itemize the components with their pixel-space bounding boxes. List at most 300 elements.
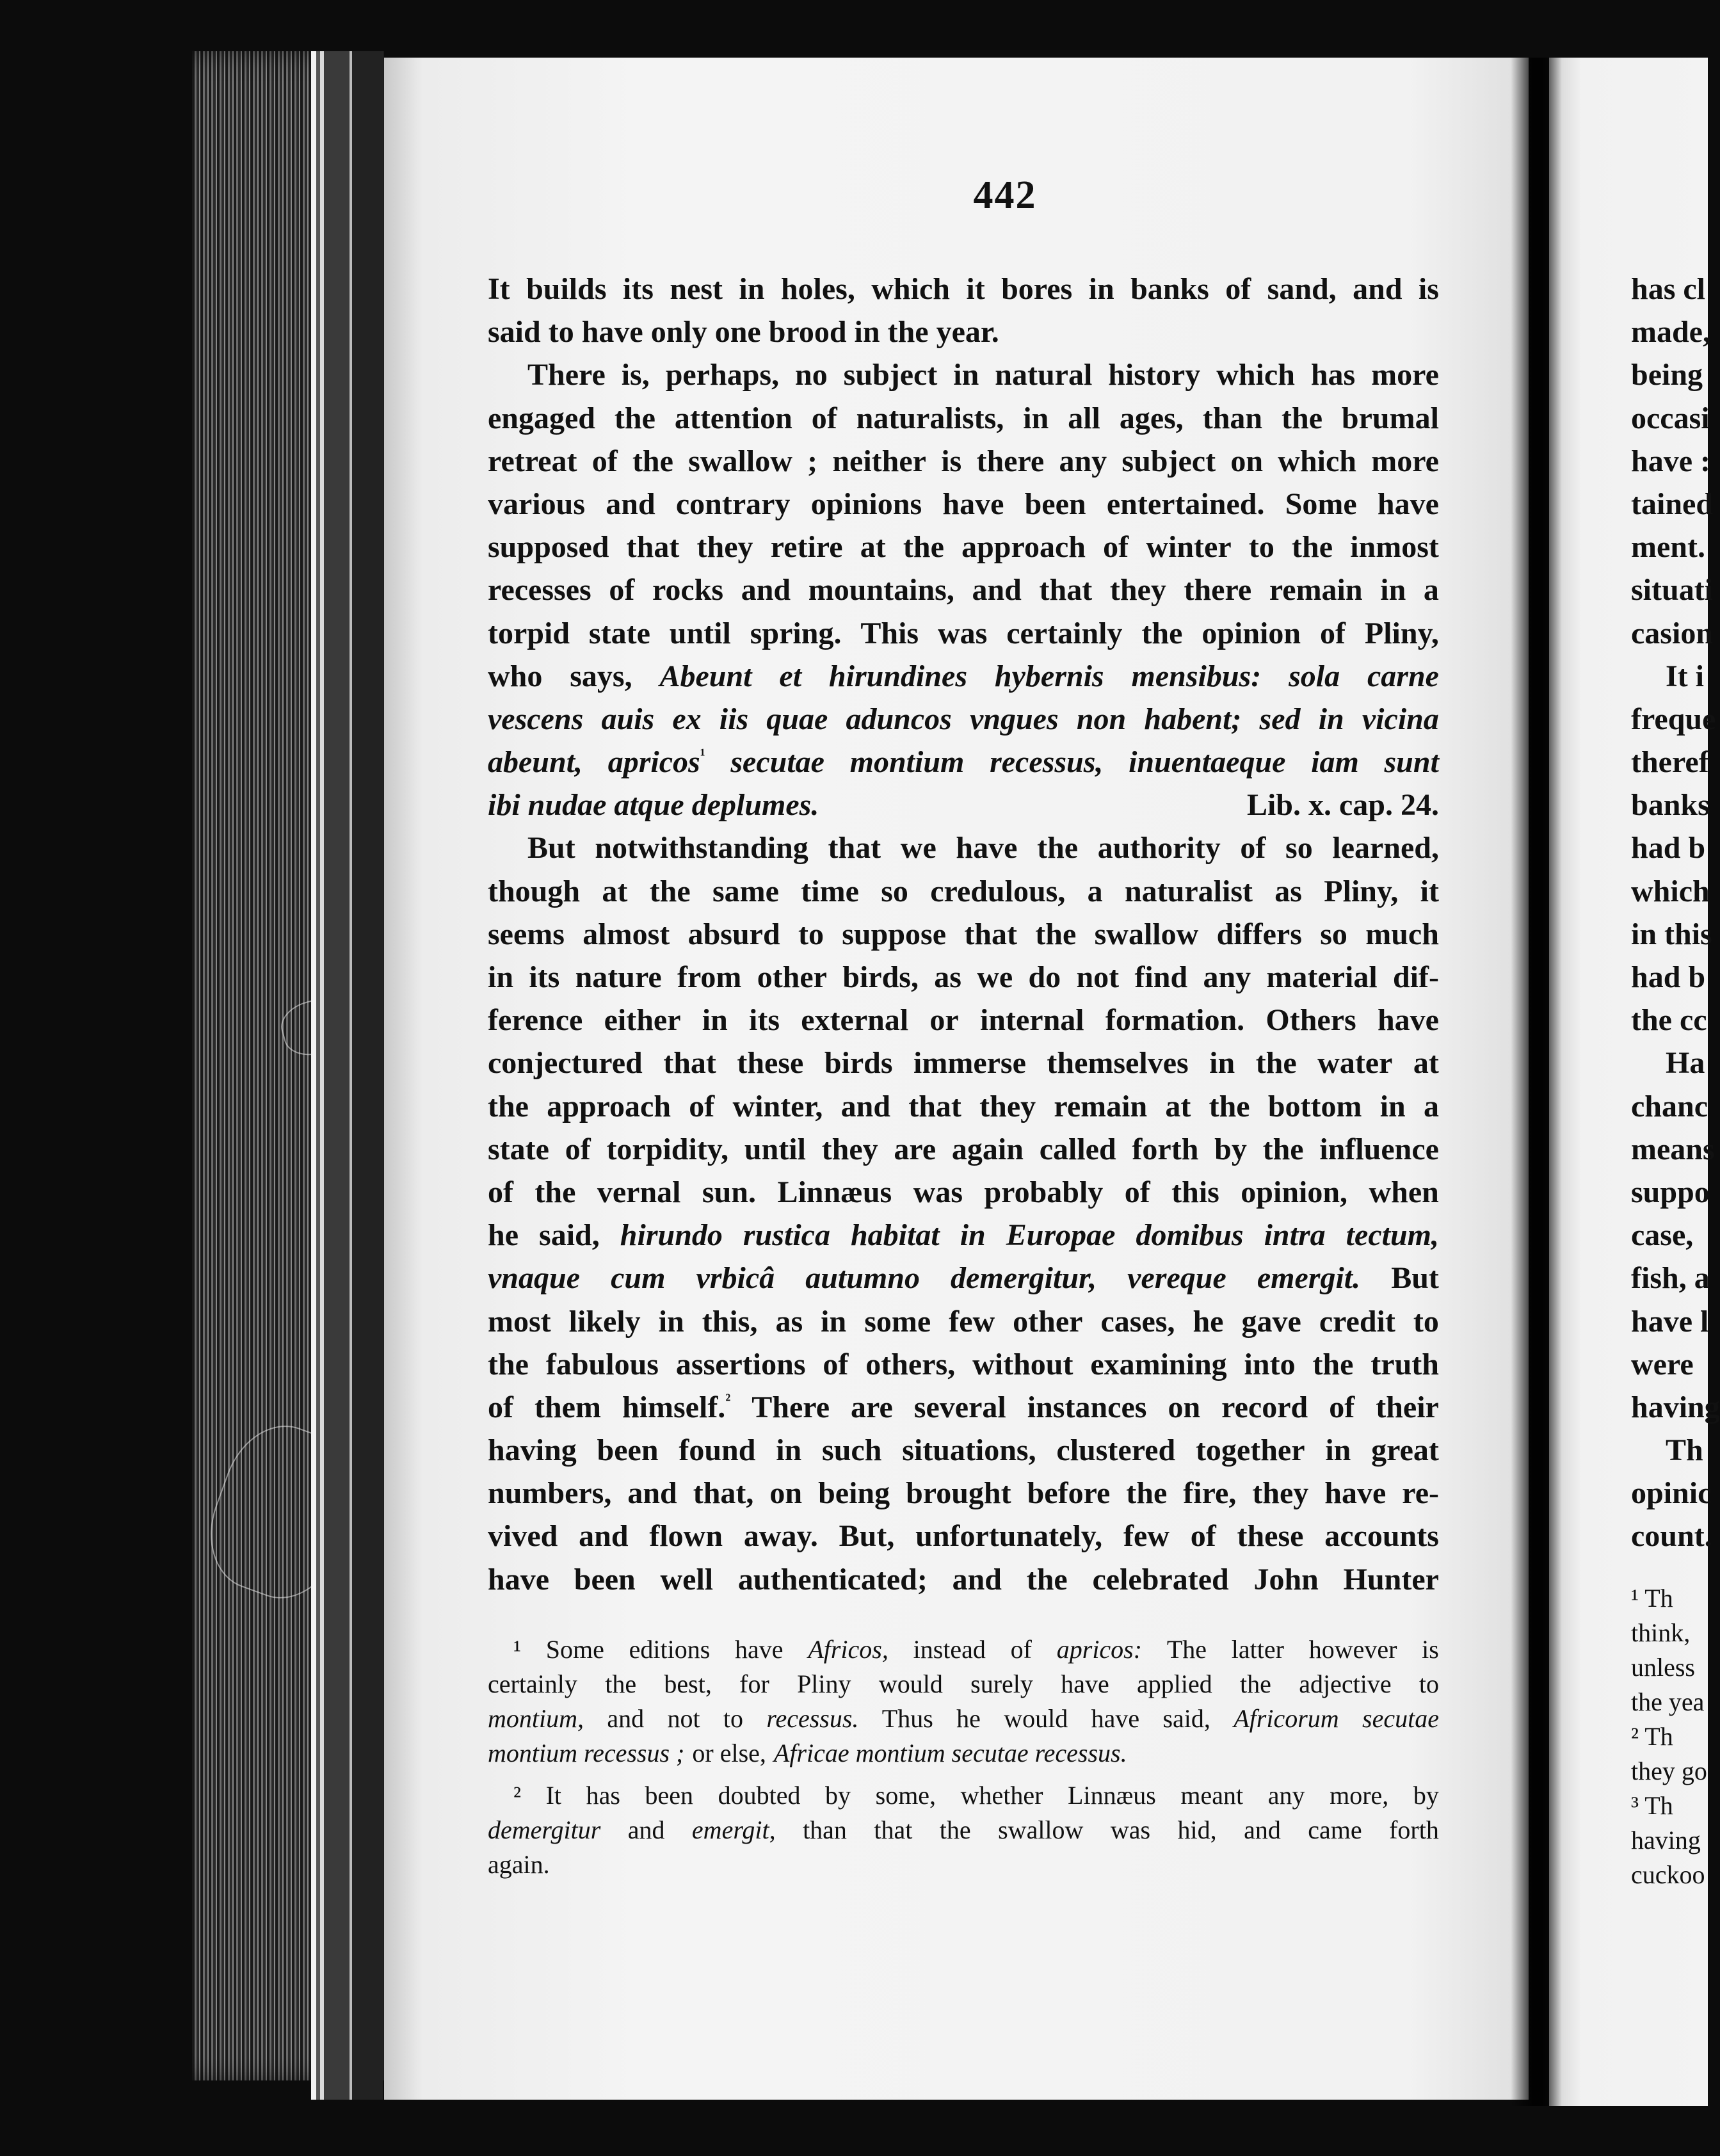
word: being [818, 1476, 890, 1511]
word: But [527, 831, 575, 865]
text-line [488, 268, 1439, 310]
word: in [488, 960, 514, 994]
word: together [1195, 1433, 1305, 1468]
word: supposed [488, 530, 609, 565]
text-line [488, 741, 1439, 784]
word: the [1282, 401, 1322, 435]
right-page-line: Th [1666, 1433, 1703, 1468]
word: doubted [718, 1781, 801, 1810]
word: of [488, 1175, 513, 1209]
text-line [488, 483, 1439, 526]
word: he [1193, 1304, 1224, 1339]
word: that [626, 530, 680, 565]
word: editions [629, 1635, 711, 1664]
word: is [1418, 272, 1439, 306]
word: winter, [732, 1089, 823, 1123]
word: the [605, 1669, 637, 1698]
word: which [1278, 444, 1356, 478]
right-page-footnote-line: ³ Th [1631, 1791, 1673, 1820]
word: of [1319, 616, 1346, 650]
word: It [488, 272, 510, 306]
word: of [823, 1347, 849, 1381]
word: gave [1241, 1304, 1301, 1339]
word: attention [674, 401, 792, 435]
word: mountains, [808, 573, 954, 607]
word: Others [1266, 1003, 1356, 1038]
word: is, [621, 358, 650, 392]
word: several [913, 1390, 1006, 1424]
word: more [1371, 444, 1439, 478]
text-line [488, 999, 1439, 1042]
word: have [1324, 1476, 1386, 1511]
word: in [960, 1218, 986, 1253]
word: auis [601, 702, 655, 736]
word: this, [702, 1304, 758, 1339]
word: numbers, [488, 1476, 612, 1511]
word: was [938, 616, 988, 650]
word: nest [670, 272, 723, 306]
word: other [1013, 1304, 1083, 1339]
word: best, [664, 1669, 712, 1698]
body-text [488, 268, 1439, 1601]
right-page-footnote-line: ² Th [1631, 1722, 1673, 1751]
text-line [488, 826, 1439, 869]
word: few [949, 1304, 995, 1339]
right-page-line: had b [1631, 960, 1706, 994]
word: natural [995, 358, 1093, 392]
word: assertions [675, 1347, 806, 1381]
text-line [488, 1042, 1439, 1084]
word: Africae montium secutae recessus. [773, 1739, 1127, 1767]
word: aduncos [846, 702, 952, 736]
word: however [1308, 1635, 1397, 1664]
word: abeunt, [488, 745, 583, 780]
text-line [488, 1429, 1439, 1472]
word: surely [970, 1669, 1033, 1698]
word: birds, [842, 960, 919, 994]
word: again. [488, 1850, 550, 1879]
word: Pliny, [1364, 616, 1439, 650]
word: having [488, 1433, 577, 1468]
right-page-line: Ha [1666, 1046, 1705, 1081]
word: that [828, 831, 881, 865]
word: hybernis [994, 659, 1104, 693]
word: Linnæus [777, 1175, 892, 1209]
text-line [488, 1300, 1439, 1343]
word: the [1262, 1132, 1304, 1166]
word: some, [875, 1781, 936, 1810]
word: situations, [902, 1433, 1036, 1468]
word: more [1371, 358, 1439, 392]
right-page-footnote-line: they go [1631, 1757, 1707, 1785]
word: inmost [1350, 530, 1439, 565]
text-line [488, 1214, 1439, 1257]
word: any [1267, 1781, 1305, 1810]
text-line [488, 397, 1439, 440]
word: that [964, 917, 1017, 951]
word: was [1110, 1815, 1151, 1844]
word: apricos: [1056, 1635, 1143, 1664]
word: bores [1001, 272, 1073, 306]
word: cases, [1100, 1304, 1175, 1339]
word: these [737, 1046, 804, 1081]
word: the [1312, 1347, 1354, 1381]
word: they [821, 1132, 878, 1166]
word: any [1203, 960, 1251, 994]
word: Linnæus [1068, 1781, 1156, 1810]
word: he [956, 1704, 981, 1733]
word: ² [513, 1781, 521, 1810]
word: flown [649, 1519, 723, 1554]
right-page-line: situati [1631, 573, 1714, 607]
word: have [942, 487, 1004, 521]
right-page-line: case, [1631, 1218, 1694, 1253]
word: accounts [1324, 1519, 1439, 1554]
word: which [1216, 358, 1295, 392]
word: secutae [1362, 1704, 1439, 1733]
word: examining [1090, 1347, 1227, 1381]
word: clustered [1056, 1433, 1176, 1468]
right-page-footnote-line: ¹ Th [1631, 1584, 1673, 1613]
word: Hunter [1343, 1562, 1439, 1597]
page-number: 442 [973, 173, 1037, 217]
word: and [741, 573, 791, 607]
word: as [934, 960, 961, 994]
word: he [488, 1218, 518, 1253]
word: have [1377, 487, 1439, 521]
right-page-line: which [1631, 874, 1710, 908]
word: into [1244, 1347, 1296, 1381]
word: montium recessus ; [488, 1739, 685, 1767]
word: that, [693, 1476, 754, 1511]
word: they [1109, 573, 1166, 607]
word: find [1134, 960, 1188, 994]
word: for [739, 1669, 769, 1698]
word: of [1103, 530, 1129, 565]
right-page-line: banks [1631, 788, 1710, 823]
word: themselves [1047, 1046, 1189, 1081]
word: is [941, 444, 962, 478]
word: meant [1180, 1781, 1244, 1810]
text-line [488, 1257, 1439, 1299]
word: would [1004, 1704, 1068, 1733]
word: that [874, 1815, 913, 1844]
word: engaged [488, 401, 595, 435]
book-gutter [1511, 58, 1562, 2106]
word: vnaque [488, 1261, 580, 1296]
word: so [881, 874, 908, 908]
word: them [534, 1390, 601, 1424]
word: nature [575, 960, 662, 994]
word: holes, [780, 272, 855, 306]
text-line [488, 913, 1439, 956]
right-page-footnote-line: having [1631, 1826, 1701, 1854]
word: But, [839, 1519, 895, 1554]
word: birds [824, 1046, 893, 1081]
word: some [864, 1304, 931, 1339]
word: history [1108, 358, 1201, 392]
word: time [801, 874, 859, 908]
word: ference [488, 1003, 583, 1038]
right-page-line: had b [1631, 831, 1706, 865]
word: in [739, 272, 765, 306]
word: are [851, 1390, 893, 1424]
word: the [632, 444, 673, 478]
text-line [488, 870, 1439, 913]
word: carne [1367, 659, 1439, 693]
footnotes [488, 1632, 1439, 1882]
right-page-footnote-line: the yea [1631, 1687, 1705, 1716]
word: swallow [1094, 917, 1199, 951]
right-page-line: made, [1631, 315, 1710, 350]
word: the [1037, 831, 1079, 865]
word: more, [1330, 1781, 1389, 1810]
word: ages, [1119, 401, 1184, 435]
footnote-line [488, 1632, 1439, 1667]
word: much [1365, 917, 1439, 951]
word: tectum, [1346, 1218, 1439, 1253]
word: It [545, 1781, 562, 1810]
word: and [606, 487, 655, 521]
footnote-line [488, 1813, 1439, 1847]
word: latter [1231, 1635, 1284, 1664]
word: which [871, 272, 950, 306]
word: record [1221, 1390, 1308, 1424]
word: sola [1289, 659, 1340, 693]
word: apricos$^{^1}$ [607, 744, 705, 780]
word: external [801, 1003, 909, 1038]
word: banks [1130, 272, 1209, 306]
word: we [900, 831, 936, 865]
word: well [660, 1562, 714, 1597]
word: instances [1027, 1390, 1147, 1424]
word: says, [570, 659, 632, 693]
word: autumno [805, 1261, 920, 1296]
word: in [776, 1433, 802, 1468]
word: until [744, 1132, 806, 1166]
word: credit [1319, 1304, 1395, 1339]
word: suppose [842, 917, 946, 951]
word: the [649, 874, 691, 908]
word: been [1024, 487, 1086, 521]
word: credulous, [930, 874, 1066, 908]
right-page-line: fish, a [1631, 1261, 1710, 1296]
word: not [1076, 960, 1120, 994]
word: a [1087, 874, 1103, 908]
word: certainly [488, 1669, 577, 1698]
word: vereque [1127, 1261, 1226, 1296]
word: no [795, 358, 828, 392]
word: in [1209, 1046, 1235, 1081]
text-line [488, 353, 1439, 396]
word: though [488, 874, 581, 908]
word: bottom [1267, 1089, 1362, 1123]
word: found [679, 1433, 756, 1468]
word: himself.$^{^2}$ [622, 1390, 731, 1424]
word: that [908, 1089, 961, 1123]
word: is [1422, 1635, 1439, 1664]
text-line [488, 655, 1439, 698]
word: have [735, 1635, 784, 1664]
word: at [1165, 1089, 1191, 1123]
word: as [775, 1304, 803, 1339]
word: Lib. x. cap. 24. [1246, 788, 1439, 823]
right-page-line: suppo [1631, 1175, 1710, 1209]
word: of [689, 1089, 715, 1123]
word: in [1380, 573, 1406, 607]
text-line [488, 784, 1439, 826]
word: from [677, 960, 742, 994]
word: they [1252, 1476, 1309, 1511]
word: seems [488, 917, 565, 951]
word: Thus [881, 1704, 933, 1733]
word: either [604, 1003, 681, 1038]
word: contrary [675, 487, 791, 521]
word: of [609, 573, 635, 607]
text-line [488, 698, 1439, 741]
word: rocks [652, 573, 724, 607]
word: have [956, 831, 1018, 865]
word: There [751, 1390, 830, 1424]
word: the [488, 1089, 529, 1123]
word: retreat [488, 444, 577, 478]
word: great [1371, 1433, 1439, 1468]
word: retire [770, 530, 843, 565]
word: vived [488, 1519, 558, 1554]
word: before [1027, 1476, 1111, 1511]
word: to [1419, 1669, 1439, 1698]
right-page-line: opinic [1631, 1476, 1712, 1511]
word: montium [849, 745, 965, 780]
word: and [1244, 1815, 1281, 1844]
word: demergitur [488, 1815, 601, 1844]
word: until [669, 616, 731, 650]
word: naturalist [1124, 874, 1253, 908]
word: their [1376, 1390, 1439, 1424]
word: its [622, 272, 654, 306]
text-line [488, 310, 1439, 353]
word: of [565, 1132, 591, 1166]
word: has [1310, 358, 1356, 392]
text-line [488, 1128, 1439, 1171]
word: would [878, 1669, 943, 1698]
word: been [645, 1781, 694, 1810]
text-line [488, 956, 1439, 999]
word: we [977, 960, 1013, 994]
right-page-line: the cc [1631, 1003, 1707, 1038]
word: swallow [688, 444, 792, 478]
right-page-footnote-line: unless [1631, 1653, 1695, 1682]
word: Some [1285, 487, 1357, 521]
word: Pliny, [1324, 874, 1399, 908]
word: in [1325, 1433, 1351, 1468]
word: again [951, 1132, 1024, 1166]
word: that [663, 1046, 716, 1081]
footnote-line [488, 1778, 1439, 1813]
word: quae [766, 702, 828, 736]
word: as [1274, 874, 1302, 908]
word: same [712, 874, 779, 908]
word: neither [832, 444, 926, 478]
right-page-line: occasi [1631, 401, 1710, 435]
word: so [1285, 831, 1313, 865]
word: applied [1137, 1669, 1212, 1698]
text-line [488, 526, 1439, 568]
word: most [488, 1304, 551, 1339]
word: et [779, 659, 802, 693]
word: certainly [1006, 616, 1123, 650]
right-page-footnotes [1631, 1581, 1708, 1892]
word: have [1091, 1704, 1140, 1733]
word: water [1317, 1046, 1393, 1081]
right-page-line: tained [1631, 487, 1714, 521]
word: learned, [1332, 831, 1439, 865]
word: it [966, 272, 985, 306]
word: notwithstanding [595, 831, 808, 865]
right-page-line: were [1631, 1347, 1694, 1381]
right-page-text [1631, 268, 1720, 1558]
right-page-line: have : [1631, 444, 1710, 478]
word: said to have only one brood in the year. [488, 315, 999, 350]
word: that [1039, 573, 1093, 607]
word: forth [1132, 1132, 1199, 1166]
word: been [597, 1433, 659, 1468]
text-line [488, 1386, 1439, 1429]
text-line [488, 1515, 1439, 1557]
word: celebrated [1092, 1562, 1229, 1597]
word: on [769, 1476, 803, 1511]
word: ibi nudae atque deplumes. [488, 788, 819, 823]
word: have [1061, 1669, 1109, 1698]
word: been [574, 1562, 636, 1597]
word: ex [672, 702, 702, 736]
word: who [488, 659, 543, 693]
word: instead [913, 1635, 986, 1664]
word: vrbicâ [696, 1261, 775, 1296]
word: to [1413, 1304, 1439, 1339]
word: and [972, 573, 1022, 607]
word: was [913, 1175, 963, 1209]
word: rustica [743, 1218, 830, 1253]
word: these [1237, 1519, 1304, 1554]
word: hid, [1177, 1815, 1217, 1844]
word: the [488, 1347, 529, 1381]
word: came [1308, 1815, 1362, 1844]
word: all [1068, 401, 1100, 435]
word: probably [984, 1175, 1104, 1209]
word: influence [1319, 1132, 1439, 1166]
word: vicina [1362, 702, 1439, 736]
word: hirundines [828, 659, 968, 693]
word: approach [961, 530, 1086, 565]
word: or [929, 1003, 959, 1038]
word: remain [1269, 573, 1363, 607]
word: Some [545, 1635, 604, 1664]
word: Europae [1006, 1218, 1116, 1253]
word: have [488, 1562, 549, 1597]
word: to [723, 1704, 744, 1733]
word: domibus [1136, 1218, 1244, 1253]
word: winter [1146, 530, 1232, 565]
word: by [1413, 1781, 1439, 1810]
word: differs [1216, 917, 1302, 951]
word: ; [807, 444, 818, 478]
right-page-line: chanc [1631, 1089, 1708, 1123]
word: have [1377, 1003, 1439, 1038]
word: any [1059, 444, 1107, 478]
word: the [1035, 917, 1077, 951]
footnote-line [488, 1847, 1439, 1882]
